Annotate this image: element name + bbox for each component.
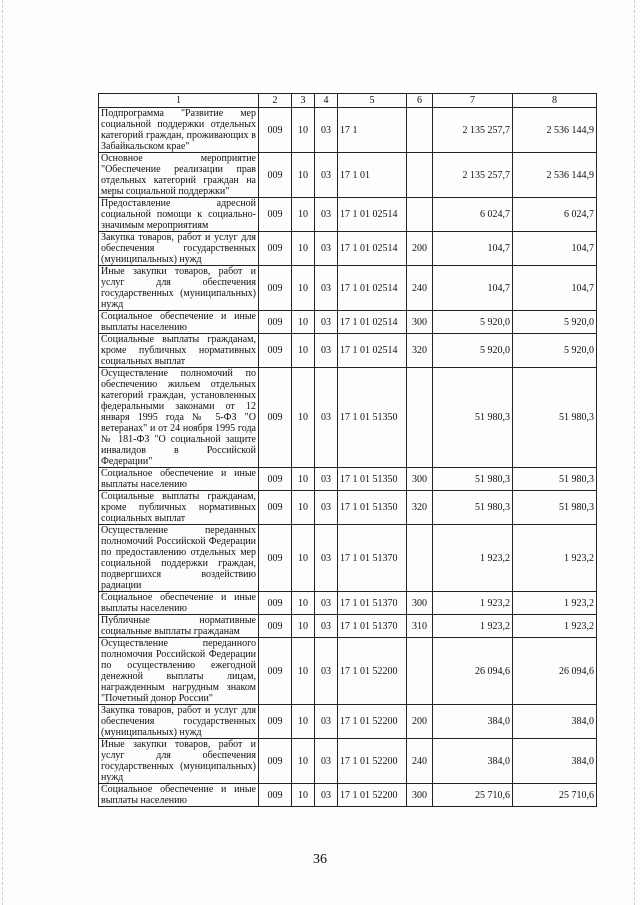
- table-row: [99, 592, 597, 615]
- row-name-cell: Осуществление переданного полномочия Российской Федерации по осуществлению ежегодной денежной выплаты лицам, награжденным нагрудным знаком "Почетный донор России": [99, 638, 259, 705]
- table-row: [99, 638, 597, 705]
- amount-year2-cell: 1 923,2: [513, 525, 597, 592]
- ministry-code-cell: 009: [259, 232, 292, 266]
- table-row: [99, 232, 597, 266]
- row-name-cell: Осуществление полномочий по обеспечению жильем отдельных категорий граждан, установленных федеральными законами от 12 января 1995 года № 5-ФЗ "О ветеранах" и от 24 ноября 1995 года № 181-ФЗ "О социальной защите инвалидов в Российской Федерации": [99, 368, 259, 468]
- subsection-code-cell: 03: [315, 311, 338, 334]
- amount-year1-cell: 104,7: [433, 232, 513, 266]
- scan-edge-right: [634, 0, 636, 905]
- row-name-cell: Социальное обеспечение и иные выплаты населению: [99, 592, 259, 615]
- row-name-cell: Социальные выплаты гражданам, кроме публичных нормативных социальных выплат: [99, 334, 259, 368]
- amount-year2-cell: 104,7: [513, 232, 597, 266]
- subsection-code-cell: 03: [315, 334, 338, 368]
- expense-type-cell: 200: [407, 705, 433, 739]
- section-code-cell: 10: [292, 232, 315, 266]
- subsection-code-cell: 03: [315, 592, 338, 615]
- expense-type-cell: 300: [407, 468, 433, 491]
- amount-year1-cell: 51 980,3: [433, 468, 513, 491]
- expense-type-cell: [407, 525, 433, 592]
- table-row: [99, 468, 597, 491]
- expense-type-cell: 320: [407, 334, 433, 368]
- subsection-code-cell: 03: [315, 232, 338, 266]
- ministry-code-cell: 009: [259, 334, 292, 368]
- row-name-cell: Социальные выплаты гражданам, кроме публичных нормативных социальных выплат: [99, 491, 259, 525]
- row-name-cell: Социальное обеспечение и иные выплаты населению: [99, 311, 259, 334]
- ministry-code-cell: 009: [259, 311, 292, 334]
- amount-year1-cell: 26 094,6: [433, 638, 513, 705]
- table-row: [99, 266, 597, 311]
- amount-year2-cell: 51 980,3: [513, 368, 597, 468]
- expense-type-cell: 200: [407, 232, 433, 266]
- table-row: [99, 198, 597, 232]
- subsection-code-cell: 03: [315, 525, 338, 592]
- section-code-cell: 10: [292, 638, 315, 705]
- section-code-cell: 10: [292, 266, 315, 311]
- target-article-cell: 17 1 01 02514: [338, 198, 407, 232]
- expense-type-cell: [407, 198, 433, 232]
- amount-year1-cell: 5 920,0: [433, 334, 513, 368]
- table-row: [99, 784, 597, 807]
- table-row: [99, 615, 597, 638]
- target-article-cell: 17 1: [338, 108, 407, 153]
- expense-type-cell: 240: [407, 266, 433, 311]
- ministry-code-cell: 009: [259, 368, 292, 468]
- target-article-cell: 17 1 01 02514: [338, 266, 407, 311]
- target-article-cell: 17 1 01: [338, 153, 407, 198]
- ministry-code-cell: 009: [259, 784, 292, 807]
- target-article-cell: 17 1 01 51350: [338, 468, 407, 491]
- section-code-cell: 10: [292, 368, 315, 468]
- subsection-code-cell: 03: [315, 705, 338, 739]
- ministry-code-cell: 009: [259, 468, 292, 491]
- column-header: 4: [315, 94, 338, 108]
- column-header: 6: [407, 94, 433, 108]
- section-code-cell: 10: [292, 525, 315, 592]
- table-row: [99, 368, 597, 468]
- target-article-cell: 17 1 01 52200: [338, 638, 407, 705]
- column-header: 8: [513, 94, 597, 108]
- row-name-cell: Основное мероприятие "Обеспечение реализации прав отдельных категорий граждан на меры социальной поддержки": [99, 153, 259, 198]
- table-row: [99, 705, 597, 739]
- subsection-code-cell: 03: [315, 266, 338, 311]
- amount-year2-cell: 26 094,6: [513, 638, 597, 705]
- row-name-cell: Социальное обеспечение и иные выплаты населению: [99, 784, 259, 807]
- row-name-cell: Подпрограмма "Развитие мер социальной поддержки отдельных категорий граждан, проживающих в Забайкальском крае": [99, 108, 259, 153]
- expense-type-cell: 300: [407, 592, 433, 615]
- expense-type-cell: [407, 108, 433, 153]
- amount-year1-cell: 384,0: [433, 705, 513, 739]
- target-article-cell: 17 1 01 51350: [338, 368, 407, 468]
- table-row: [99, 311, 597, 334]
- expense-type-cell: 310: [407, 615, 433, 638]
- row-name-cell: Публичные нормативные социальные выплаты гражданам: [99, 615, 259, 638]
- amount-year2-cell: 51 980,3: [513, 468, 597, 491]
- section-code-cell: 10: [292, 153, 315, 198]
- section-code-cell: 10: [292, 311, 315, 334]
- amount-year1-cell: 104,7: [433, 266, 513, 311]
- amount-year2-cell: 104,7: [513, 266, 597, 311]
- ministry-code-cell: 009: [259, 525, 292, 592]
- table-row: [99, 491, 597, 525]
- column-number-row: [99, 94, 597, 108]
- expense-type-cell: 300: [407, 311, 433, 334]
- amount-year2-cell: 5 920,0: [513, 334, 597, 368]
- section-code-cell: 10: [292, 198, 315, 232]
- subsection-code-cell: 03: [315, 153, 338, 198]
- amount-year2-cell: 384,0: [513, 705, 597, 739]
- amount-year2-cell: 2 536 144,9: [513, 153, 597, 198]
- ministry-code-cell: 009: [259, 266, 292, 311]
- target-article-cell: 17 1 01 51350: [338, 491, 407, 525]
- amount-year2-cell: 1 923,2: [513, 592, 597, 615]
- row-name-cell: Социальное обеспечение и иные выплаты населению: [99, 468, 259, 491]
- target-article-cell: 17 1 01 52200: [338, 784, 407, 807]
- ministry-code-cell: 009: [259, 739, 292, 784]
- subsection-code-cell: 03: [315, 198, 338, 232]
- page-number: 36: [313, 852, 327, 867]
- ministry-code-cell: 009: [259, 198, 292, 232]
- amount-year1-cell: 1 923,2: [433, 615, 513, 638]
- ministry-code-cell: 009: [259, 491, 292, 525]
- target-article-cell: 17 1 01 02514: [338, 232, 407, 266]
- column-header: 1: [99, 94, 259, 108]
- amount-year1-cell: 5 920,0: [433, 311, 513, 334]
- subsection-code-cell: 03: [315, 491, 338, 525]
- expense-type-cell: [407, 638, 433, 705]
- expense-type-cell: 240: [407, 739, 433, 784]
- target-article-cell: 17 1 01 02514: [338, 334, 407, 368]
- table-row: [99, 153, 597, 198]
- subsection-code-cell: 03: [315, 615, 338, 638]
- amount-year1-cell: 1 923,2: [433, 592, 513, 615]
- budget-table: [98, 93, 597, 807]
- subsection-code-cell: 03: [315, 739, 338, 784]
- table-row: [99, 525, 597, 592]
- target-article-cell: 17 1 01 51370: [338, 525, 407, 592]
- subsection-code-cell: 03: [315, 108, 338, 153]
- expense-type-cell: [407, 368, 433, 468]
- section-code-cell: 10: [292, 705, 315, 739]
- section-code-cell: 10: [292, 491, 315, 525]
- ministry-code-cell: 009: [259, 108, 292, 153]
- subsection-code-cell: 03: [315, 368, 338, 468]
- amount-year2-cell: 5 920,0: [513, 311, 597, 334]
- amount-year2-cell: 25 710,6: [513, 784, 597, 807]
- section-code-cell: 10: [292, 784, 315, 807]
- amount-year2-cell: 6 024,7: [513, 198, 597, 232]
- subsection-code-cell: 03: [315, 638, 338, 705]
- row-name-cell: Закупка товаров, работ и услуг для обеспечения государственных (муниципальных) нужд: [99, 232, 259, 266]
- table-row: [99, 108, 597, 153]
- target-article-cell: 17 1 01 02514: [338, 311, 407, 334]
- column-header: 3: [292, 94, 315, 108]
- expense-type-cell: 300: [407, 784, 433, 807]
- amount-year1-cell: 51 980,3: [433, 368, 513, 468]
- target-article-cell: 17 1 01 52200: [338, 739, 407, 784]
- amount-year2-cell: 1 923,2: [513, 615, 597, 638]
- ministry-code-cell: 009: [259, 615, 292, 638]
- section-code-cell: 10: [292, 334, 315, 368]
- row-name-cell: Предоставление адресной социальной помощи к социально-значимым мероприятиям: [99, 198, 259, 232]
- target-article-cell: 17 1 01 51370: [338, 592, 407, 615]
- ministry-code-cell: 009: [259, 705, 292, 739]
- column-header: 7: [433, 94, 513, 108]
- amount-year1-cell: 2 135 257,7: [433, 108, 513, 153]
- expense-type-cell: 320: [407, 491, 433, 525]
- expense-type-cell: [407, 153, 433, 198]
- ministry-code-cell: 009: [259, 592, 292, 615]
- row-name-cell: Иные закупки товаров, работ и услуг для обеспечения государственных (муниципальных) нужд: [99, 739, 259, 784]
- subsection-code-cell: 03: [315, 784, 338, 807]
- subsection-code-cell: 03: [315, 468, 338, 491]
- table-row: [99, 334, 597, 368]
- column-header: 5: [338, 94, 407, 108]
- target-article-cell: 17 1 01 52200: [338, 705, 407, 739]
- section-code-cell: 10: [292, 615, 315, 638]
- row-name-cell: Закупка товаров, работ и услуг для обеспечения государственных (муниципальных) нужд: [99, 705, 259, 739]
- ministry-code-cell: 009: [259, 638, 292, 705]
- ministry-code-cell: 009: [259, 153, 292, 198]
- amount-year1-cell: 6 024,7: [433, 198, 513, 232]
- amount-year1-cell: 51 980,3: [433, 491, 513, 525]
- target-article-cell: 17 1 01 51370: [338, 615, 407, 638]
- amount-year2-cell: 51 980,3: [513, 491, 597, 525]
- amount-year1-cell: 384,0: [433, 739, 513, 784]
- section-code-cell: 10: [292, 468, 315, 491]
- amount-year2-cell: 384,0: [513, 739, 597, 784]
- amount-year1-cell: 25 710,6: [433, 784, 513, 807]
- section-code-cell: 10: [292, 108, 315, 153]
- amount-year1-cell: 1 923,2: [433, 525, 513, 592]
- amount-year1-cell: 2 135 257,7: [433, 153, 513, 198]
- section-code-cell: 10: [292, 739, 315, 784]
- scan-edge-left: [2, 0, 4, 905]
- table-row: [99, 739, 597, 784]
- row-name-cell: Иные закупки товаров, работ и услуг для обеспечения государственных (муниципальных) нужд: [99, 266, 259, 311]
- amount-year2-cell: 2 536 144,9: [513, 108, 597, 153]
- column-header: 2: [259, 94, 292, 108]
- row-name-cell: Осуществление переданных полномочий Российской Федерации по предоставлению отдельных мер социальной поддержки граждан, подвергшихся воздействию радиации: [99, 525, 259, 592]
- section-code-cell: 10: [292, 592, 315, 615]
